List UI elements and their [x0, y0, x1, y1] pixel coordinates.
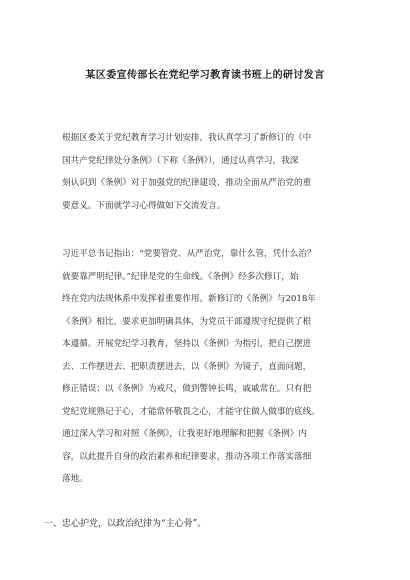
section-heading	[44, 513, 344, 535]
paragraph-line: 《条例》相比，要求更加明确具体，为党员干部遵规守纪提供了根	[62, 316, 312, 327]
paragraph-line: 刻认识到《条例》对于加强党的纪律建设、推动全面从严治党的重	[62, 178, 312, 188]
paragraph-intro	[62, 127, 362, 217]
section-heading-text: 一、忠心护党，以政治纪律为“主心骨”。	[44, 519, 207, 529]
paragraph-line: 国共产党纪律处分条例》（下称《条例》），通过认真学习，我深	[62, 155, 299, 166]
paragraph-line: 通过深入学习和对照《条例》，让我更好地理解和把握《条例》内	[62, 429, 307, 439]
paragraph-line: 根据区委关于党纪教育学习计划安排，我认真学习了新修订的《中	[62, 133, 312, 143]
paragraph-line: 习近平总书记指出：“党要管党、从严治党，靠什么管，凭什么治？	[62, 249, 316, 259]
paragraph-line: 就要靠严明纪律。”纪律是党的生命线。《条例》经多次修订，始	[62, 271, 299, 282]
document-title: 某区委宣传部长在党纪学习教育读书班上的研讨发言	[85, 70, 325, 81]
paragraph-line: 落地。	[62, 474, 88, 484]
paragraph-line: 容，以此提升自身的政治素养和纪律要求，推动各项工作落实落细	[62, 451, 312, 462]
paragraph-line: 修正错误；以《条例》为戒尺，做到警钟长鸣，戚戚常在。只有把	[62, 384, 312, 394]
paragraph-line: 本遵循。开展党纪学习教育，坚持以《条例》为指引，把自己摆进	[62, 339, 312, 349]
paragraph-line: 党纪党规熟记于心，才能常怀敬畏之心，才能守住做人做事的底线。	[62, 406, 320, 417]
paragraph-line: 要意义。下面就学习心得做如下交流发言。	[62, 200, 226, 211]
paragraph-line: 去、工作摆进去、把职责摆进去，以《条例》为镜子，直面问题，	[62, 361, 312, 372]
paragraph-line: 终在党内法规体系中发挥着重要作用。新修订的《条例》与2018年	[62, 294, 316, 304]
paragraph-discipline	[62, 243, 362, 491]
